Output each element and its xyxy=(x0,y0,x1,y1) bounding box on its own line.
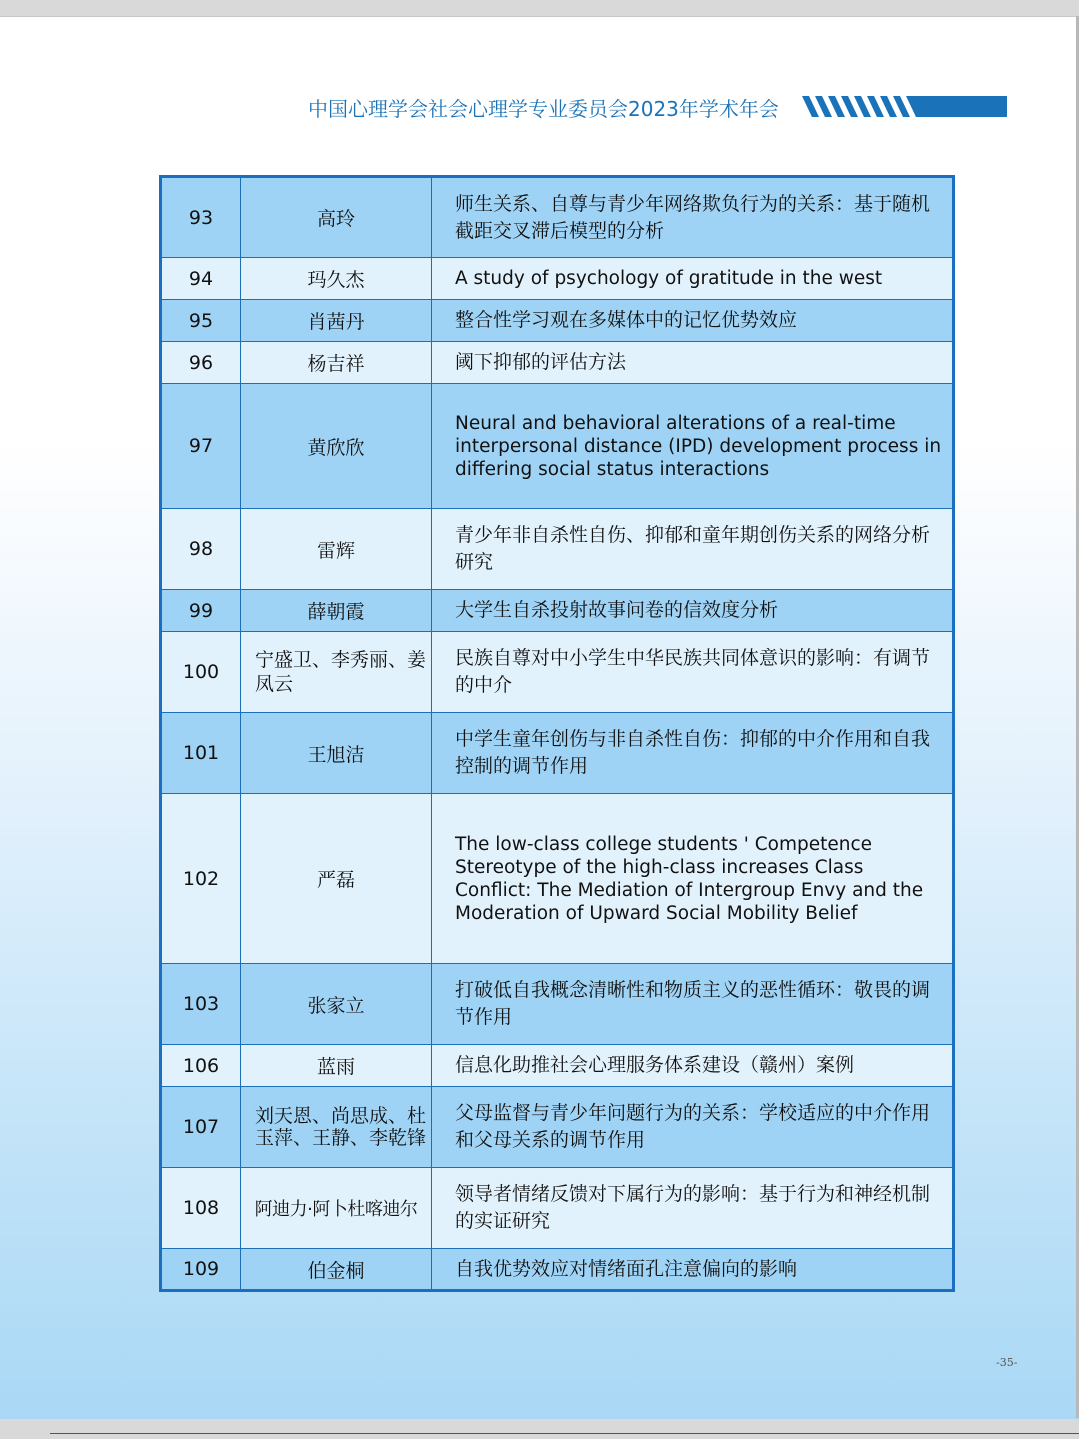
row-number: 100 xyxy=(161,632,241,713)
author-name: 阿迪力·阿卜杜喀迪尔 xyxy=(241,1168,432,1249)
row-number: 101 xyxy=(161,713,241,794)
paper-title: 整合性学习观在多媒体中的记忆优势效应 xyxy=(432,300,954,342)
author-name: 蓝雨 xyxy=(241,1045,432,1087)
table-row xyxy=(161,964,954,1045)
paper-title: 青少年非自杀性自伤、抑郁和童年期创伤关系的网络分析研究 xyxy=(432,509,954,590)
table-row xyxy=(161,509,954,590)
table-row xyxy=(161,177,954,258)
author-name: 张家立 xyxy=(241,964,432,1045)
author-name: 玛久杰 xyxy=(241,258,432,300)
row-number: 99 xyxy=(161,590,241,632)
table-row xyxy=(161,1087,954,1168)
paper-title: 打破低自我概念清晰性和物质主义的恶性循环：敬畏的调节作用 xyxy=(432,964,954,1045)
author-name: 严磊 xyxy=(241,794,432,964)
header-stripe-decoration xyxy=(802,96,1007,117)
paper-title: A study of psychology of gratitude in the west xyxy=(432,258,954,300)
row-number: 98 xyxy=(161,509,241,590)
row-number: 102 xyxy=(161,794,241,964)
table-row xyxy=(161,1249,954,1291)
author-name: 黄欣欣 xyxy=(241,384,432,509)
table-row xyxy=(161,300,954,342)
paper-title: 阈下抑郁的评估方法 xyxy=(432,342,954,384)
row-number: 97 xyxy=(161,384,241,509)
row-number: 95 xyxy=(161,300,241,342)
row-number: 106 xyxy=(161,1045,241,1087)
paper-title: 中学生童年创伤与非自杀性自伤：抑郁的中介作用和自我控制的调节作用 xyxy=(432,713,954,794)
bottom-divider xyxy=(50,1433,1079,1434)
table-row xyxy=(161,1045,954,1087)
table-row xyxy=(161,258,954,300)
row-number: 94 xyxy=(161,258,241,300)
paper-title: 师生关系、自尊与青少年网络欺负行为的关系：基于随机截距交叉滞后模型的分析 xyxy=(432,177,954,258)
table-row xyxy=(161,590,954,632)
paper-title: 大学生自杀投射故事问卷的信效度分析 xyxy=(432,590,954,632)
author-name: 薛朝霞 xyxy=(241,590,432,632)
author-name: 刘天恩、尚思成、杜玉萍、王静、李乾锋 xyxy=(241,1087,432,1168)
paper-title: Neural and behavioral alterations of a real-time interpersonal distance (IPD) development process in differing social status interactions xyxy=(432,384,954,509)
table-row xyxy=(161,632,954,713)
author-name: 宁盛卫、李秀丽、姜凤云 xyxy=(241,632,432,713)
paper-title: 领导者情绪反馈对下属行为的影响：基于行为和神经机制的实证研究 xyxy=(432,1168,954,1249)
author-name: 杨吉祥 xyxy=(241,342,432,384)
page-number: -35- xyxy=(996,1356,1018,1369)
table-row xyxy=(161,1168,954,1249)
row-number: 109 xyxy=(161,1249,241,1291)
paper-title: 信息化助推社会心理服务体系建设（赣州）案例 xyxy=(432,1045,954,1087)
table-row xyxy=(161,384,954,509)
row-number: 96 xyxy=(161,342,241,384)
header-title: 中国心理学会社会心理学专业委员会2023年学术年会 xyxy=(308,97,779,121)
table-row xyxy=(161,342,954,384)
row-number: 93 xyxy=(161,177,241,258)
paper-title: 自我优势效应对情绪面孔注意偏向的影响 xyxy=(432,1249,954,1291)
author-name: 雷辉 xyxy=(241,509,432,590)
participant-table xyxy=(159,175,955,1292)
author-name: 王旭洁 xyxy=(241,713,432,794)
paper-title: The low-class college students ' Competence Stereotype of the high-class increases Class Conflict: The Mediation of Intergroup Envy and the Moderation of Upward Social Mobility Belief xyxy=(432,794,954,964)
author-name: 伯金桐 xyxy=(241,1249,432,1291)
table-row xyxy=(161,794,954,964)
paper-title: 父母监督与青少年问题行为的关系：学校适应的中介作用和父母关系的调节作用 xyxy=(432,1087,954,1168)
author-name: 高玲 xyxy=(241,177,432,258)
row-number: 103 xyxy=(161,964,241,1045)
table-row xyxy=(161,713,954,794)
paper-title: 民族自尊对中小学生中华民族共同体意识的影响：有调节的中介 xyxy=(432,632,954,713)
author-name: 肖茜丹 xyxy=(241,300,432,342)
row-number: 108 xyxy=(161,1168,241,1249)
row-number: 107 xyxy=(161,1087,241,1168)
